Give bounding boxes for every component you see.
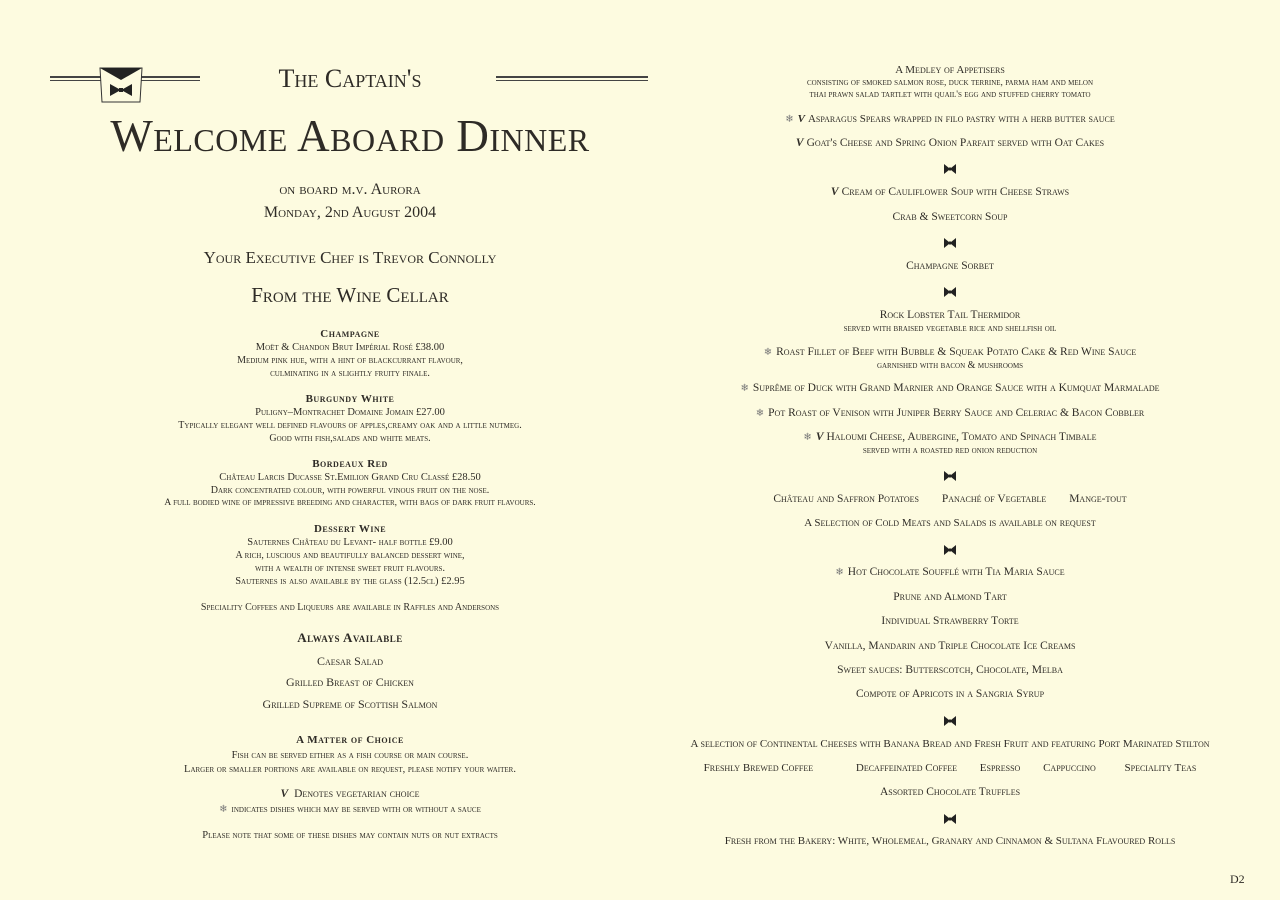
appetiser-desc: thai prawn salad tartlet with quail's egg and stuffed cherry tomato: [809, 90, 1091, 100]
menu-item-desc: served with a roasted red onion reduction: [862, 445, 1038, 456]
coffee-option: Cappuccino: [1043, 762, 1096, 774]
wine-line: Medium pink hue, with a hint of blackcurrant flavour,: [237, 355, 463, 366]
wine-section-bordeaux: Bordeaux Red: [312, 458, 388, 470]
wine-cellar-heading: From the Wine Cellar: [251, 283, 449, 307]
snowflake-icon: ❄: [219, 804, 228, 815]
coffee-options: [655, 761, 1245, 776]
wine-line: Typically elegant well defined flavours of apples,creamy oak and a little nutmeg.: [178, 420, 522, 431]
menu-item-text: Cream of Cauliflower Soup with Cheese Straws: [841, 186, 1070, 198]
coffees-note: Speciality Coffees and Liqueurs are available in Raffles and Andersons: [200, 602, 500, 613]
wine-line: Good with fish,salads and white meats.: [269, 433, 431, 444]
menu-item-text: Roast Fillet of Beef with Bubble & Squeak Potato Cake & Red Wine Sauce: [776, 346, 1137, 358]
bow-tie-icon: [944, 471, 956, 481]
menu-item-sorbet: Champagne Sorbet: [906, 260, 994, 272]
wine-section-burgundy: Burgundy White: [305, 393, 395, 405]
wine-line: Sauternes is also available by the glass (12.5cl) £2.95: [235, 576, 465, 587]
menu-item-lobster: Rock Lobster Tail Thermidor: [879, 309, 1021, 321]
menu-item-text: Asparagus Spears wrapped in filo pastry with a herb butter sauce: [807, 113, 1115, 125]
always-item: Grilled Breast of Chicken: [286, 675, 414, 689]
menu-item-ice-creams: Vanilla, Mandarin and Triple Chocolate Ice Creams: [824, 640, 1076, 652]
wine-line: Puligny–Montrachet Domaine Jomain £27.00: [255, 407, 445, 418]
title-line-1: The Captain's: [278, 64, 422, 93]
page-number: D2: [1230, 872, 1245, 886]
wine-line: Dark concentrated colour, with powerful vinous fruit on the nose.: [210, 485, 490, 496]
vegetarian-symbol: V: [795, 137, 804, 149]
wine-line: Château Larcis Ducasse St.Emilion Grand Cru Classé £28.50: [219, 472, 481, 483]
side-dish: Mange-tout: [1069, 493, 1127, 505]
executive-chef: Your Executive Chef is Trevor Connolly: [203, 248, 497, 267]
menu-item-text: Suprême of Duck with Grand Marnier and Orange Sauce with a Kumquat Marmalade: [752, 382, 1160, 394]
wine-section-champagne: Champagne: [320, 328, 380, 340]
menu-item-strawberry-torte: Individual Strawberry Torte: [881, 615, 1019, 627]
menu-item-prune-tart: Prune and Almond Tart: [893, 591, 1007, 603]
bakery-note: Fresh from the Bakery: White, Wholemeal, Granary and Cinnamon & Sultana Flavoured Rolls: [724, 835, 1176, 847]
bow-tie-icon: [944, 164, 956, 174]
vegetarian-symbol: V: [280, 788, 289, 800]
wine-line: culminating in a slightly fruity finale.: [270, 368, 430, 379]
menu-item-haloumi: [655, 430, 1245, 445]
matter-of-choice-heading: A Matter of Choice: [296, 734, 404, 746]
bow-tie-icon: [944, 716, 956, 726]
wine-line: Moët & Chandon Brut Impérial Rosé £38.00: [255, 342, 445, 353]
vegetarian-symbol: V: [797, 113, 805, 125]
truffles: Assorted Chocolate Truffles: [879, 786, 1021, 798]
snowflake-icon: ❄: [835, 567, 844, 578]
snowflake-icon: ❄: [763, 347, 773, 358]
dinner-date: Monday, 2nd August 2004: [263, 204, 437, 221]
cheese-selection: A selection of Continental Cheeses with Banana Bread and Fresh Fruit and featuring Port Marinated Stilton: [690, 738, 1210, 750]
wine-line: A rich, luscious and beautifully balanced dessert wine,: [235, 550, 465, 561]
ship-name: on board m.v. Aurora: [279, 181, 421, 198]
menu-item-desc: garnished with bacon & mushrooms: [876, 360, 1024, 371]
coffee-option: Freshly Brewed Coffee: [703, 762, 814, 774]
sauce-legend-text: indicates dishes which may be served with or without a sauce: [231, 804, 481, 815]
nuts-note: Please note that some of these dishes may contain nuts or nut extracts: [202, 830, 498, 841]
menu-item-cauliflower-soup: [655, 185, 1245, 200]
choice-line: Larger or smaller portions are available on request, please notify your waiter.: [184, 764, 516, 775]
coffee-option: Espresso: [979, 762, 1021, 774]
menu-item-sweet-sauces: Sweet sauces: Butterscotch, Chocolate, Melba: [837, 664, 1063, 676]
appetiser-desc: consisting of smoked salmon rose, duck terrine, parma ham and melon: [806, 78, 1094, 88]
menu-item-text: Hot Chocolate Soufflé with Tia Maria Sauce: [847, 566, 1065, 578]
snowflake-icon: ❄: [803, 432, 812, 443]
menu-item-crab-soup: Crab & Sweetcorn Soup: [892, 211, 1008, 223]
always-item: Caesar Salad: [316, 654, 384, 668]
side-dishes: [655, 492, 1245, 507]
wine-line: A full bodied wine of impressive breeding and character, with bags of dark fruit flavours.: [164, 498, 536, 508]
cold-meats-note: A Selection of Cold Meats and Salads is available on request: [804, 517, 1096, 529]
menu-item-compote: Compote of Apricots in a Sangria Syrup: [855, 688, 1045, 700]
menu-item-goats-cheese: [655, 136, 1245, 151]
appetiser-title: A Medley of Appetisers: [895, 64, 1005, 76]
snowflake-icon: ❄: [740, 383, 749, 394]
coffee-option: Speciality Teas: [1124, 762, 1197, 774]
vegetarian-legend: [60, 787, 640, 802]
snowflake-icon: ❄: [785, 114, 794, 125]
vegetarian-symbol: V: [830, 186, 839, 198]
menu-item-asparagus: [655, 112, 1245, 127]
menu-item-desc: served with braised vegetable rice and shellfish oil: [843, 323, 1057, 334]
snowflake-icon: ❄: [755, 408, 765, 419]
wine-section-dessert: Dessert Wine: [313, 523, 387, 535]
menu-item-duck: [655, 381, 1245, 396]
side-dish: Panaché of Vegetable: [941, 493, 1047, 505]
bow-tie-icon: [944, 545, 956, 555]
menu-item-text: Goat's Cheese and Spring Onion Parfait served with Oat Cakes: [806, 137, 1105, 149]
bow-tie-icon: [944, 238, 956, 248]
choice-line: Fish can be served either as a fish course or main course.: [231, 750, 469, 761]
side-dish: Château and Saffron Potatoes: [773, 493, 919, 505]
menu-item-text: Pot Roast of Venison with Juniper Berry Sauce and Celeriac & Bacon Cobbler: [768, 407, 1145, 419]
menu-item-text: Haloumi Cheese, Aubergine, Tomato and Spinach Timbale: [826, 431, 1097, 443]
always-item: Grilled Supreme of Scottish Salmon: [262, 697, 438, 711]
always-available-heading: Always Available: [297, 630, 403, 645]
menu-item-souffle: [655, 565, 1245, 580]
vegetarian-symbol: V: [815, 431, 824, 443]
vegetarian-legend-text: Denotes vegetarian choice: [294, 788, 420, 800]
title-line-2: Welcome Aboard Dinner: [110, 111, 590, 161]
wine-line: Sauternes Château du Levant- half bottle £9.00: [247, 537, 453, 548]
menu-item-beef: [655, 345, 1245, 360]
bow-tie-icon: [944, 287, 956, 297]
coffee-option: Decaffeinated Coffee: [855, 762, 958, 774]
sauce-legend: [60, 803, 640, 817]
menu-item-venison: [655, 406, 1245, 421]
wine-line: with a wealth of intense sweet fruit flavours.: [255, 563, 445, 574]
bow-tie-icon: [944, 814, 956, 824]
